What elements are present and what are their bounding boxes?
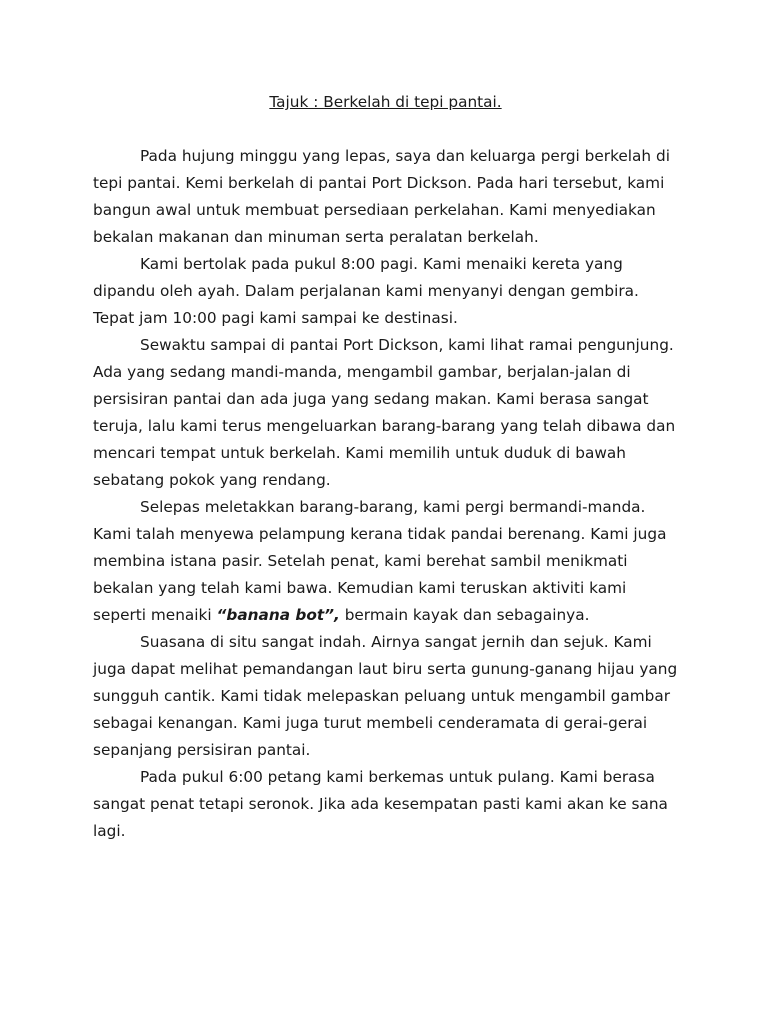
paragraph-4-text-start: Selepas meletakkan barang-barang, kami pergi bermandi-manda. Kami talah menyewa pelampung kerana tidak pandai berenang. Kami juga membina istana pasir. Setelah penat, kami berehat sambil menikmati bekalan yang telah kami bawa. Kemudian kami teruskan aktiviti kami seperti menaiki xyxy=(93,498,667,624)
paragraph-4 xyxy=(93,494,678,629)
paragraph-2: Kami bertolak pada pukul 8:00 pagi. Kami menaiki kereta yang dipandu oleh ayah. Dalam perjalanan kami menyanyi dengan gembira. Tepat jam 10:00 pagi kami sampai ke destinasi. xyxy=(93,255,639,327)
paragraph-5: Suasana di situ sangat indah. Airnya sangat jernih dan sejuk. Kami juga dapat melihat pemandangan laut biru serta gunung-ganang hijau yang sungguh cantik. Kami tidak melepaskan peluang untuk mengambil gambar sebagai kenangan. Kami juga turut membeli cenderamata di gerai-gerai sepanjang persisiran pantai. xyxy=(93,633,678,759)
paragraph-3: Sewaktu sampai di pantai Port Dickson, kami lihat ramai pengunjung. Ada yang sedang mandi-manda, mengambil gambar, berjalan-jalan di persisiran pantai dan ada juga yang sedang makan. Kami berasa sangat teruja, lalu kami terus mengeluarkan barang-barang yang telah dibawa dan mencari tempat untuk berkelah. Kami memilih untuk duduk di bawah sebatang pokok yang rendang. xyxy=(93,336,676,489)
paragraph-1: Pada hujung minggu yang lepas, saya dan keluarga pergi berkelah di tepi pantai. Kemi berkelah di pantai Port Dickson. Pada hari tersebut, kami bangun awal untuk membuat persediaan perkelahan. Kami menyediakan bekalan makanan dan minuman serta peralatan berkelah. xyxy=(93,147,670,246)
paragraph-4-emphasis: “banana bot”, xyxy=(216,606,340,624)
essay-title: Tajuk : Berkelah di tepi pantai. xyxy=(269,93,502,111)
essay-body xyxy=(93,89,678,845)
paragraph-6: Pada pukul 6:00 petang kami berkemas untuk pulang. Kami berasa sangat penat tetapi seronok. Jika ada kesempatan pasti kami akan ke sana lagi. xyxy=(93,768,668,840)
paragraph-4-text-end: bermain kayak dan sebagainya. xyxy=(339,606,590,624)
